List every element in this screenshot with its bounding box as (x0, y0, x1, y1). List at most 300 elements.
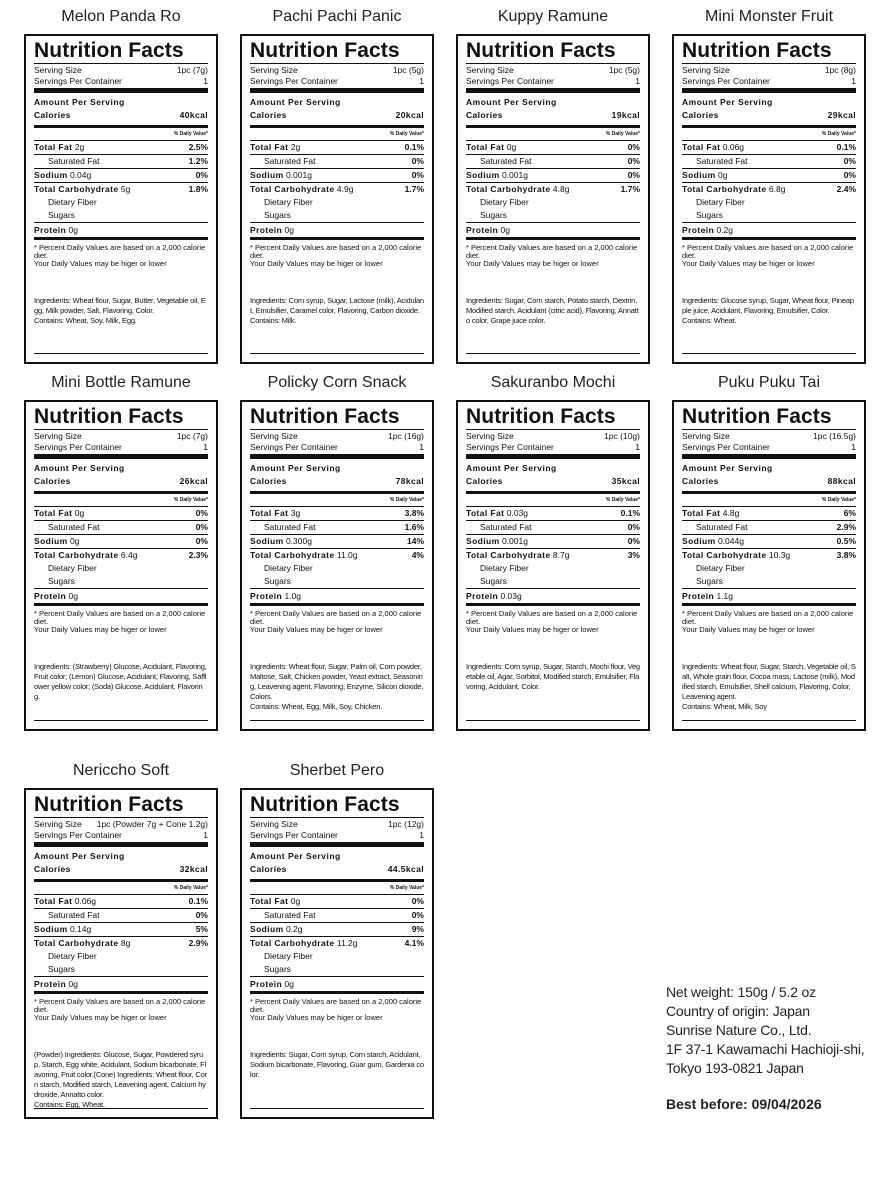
total-fat-row (34, 894, 208, 908)
calories-row (34, 475, 208, 494)
total-carb-label: Total Carbohydrate (34, 938, 119, 948)
saturated-fat-label: Saturated Fat (48, 156, 100, 166)
saturated-fat-label: Saturated Fat (480, 156, 532, 166)
dietary-fiber-label: Dietary Fiber (264, 563, 313, 573)
total-carb-dv: 1.7% (620, 184, 640, 194)
calories-label: Calories (682, 476, 719, 486)
sodium-row (250, 168, 424, 182)
total-fat-dv: 6% (843, 508, 856, 518)
saturated-fat-label: Saturated Fat (48, 522, 100, 532)
bottom-rule (682, 353, 856, 354)
servings-per-container-label: Servings Per Container (250, 830, 338, 840)
sugars-label: Sugars (696, 210, 723, 220)
total-fat-dv: 0.1% (404, 142, 424, 152)
footnote-daily-values: Your Daily Values may be higer or lower (682, 625, 815, 634)
total-carb-dv: 3.8% (836, 550, 856, 560)
ingredients-text: Ingredients: Glucose syrup, Sugar, Wheat flour, Pineapple juice, Acidulant, Flavoring, Emulsifier, Color. (682, 296, 854, 315)
best-before: Best before: 09/04/2026 (666, 1096, 822, 1112)
protein-amount: 0.2g (716, 225, 734, 235)
servings-per-container-row (466, 442, 640, 459)
protein-amount: 0.03g (500, 591, 522, 601)
calories-label: Calories (466, 476, 503, 486)
total-carb-dv: 4% (411, 550, 424, 560)
serving-size-row (250, 63, 424, 76)
calories-label: Calories (250, 476, 287, 486)
product-name: Pachi Pachi Panic (272, 8, 402, 25)
total-fat-row (250, 140, 424, 154)
sugars-row (34, 575, 208, 588)
serving-size-label: Serving Size (250, 431, 298, 441)
product-card (456, 8, 650, 364)
sugars-label: Sugars (48, 576, 75, 586)
product-card (672, 374, 866, 731)
protein-label: Protein (682, 225, 715, 235)
nutrition-facts-title: Nutrition Facts (466, 405, 616, 428)
ingredients-text: (Powder) Ingredients: Glucose, Sugar, Powdered syrup, Starch, Egg white, Acidulant, Sodium bicarbonate, Flavoring, Fruit color.(Cone) Ingredients: Wheat flour, Corn starch, Modified starch, Leavening agent, Calcium hydroxide, Annatto color. (34, 1050, 207, 1099)
footnote-daily-values: Your Daily Values may be higer or lower (466, 259, 599, 268)
calories-value: 19kcal (611, 110, 640, 120)
saturated-fat-label: Saturated Fat (264, 522, 316, 532)
total-carb-amount: 11.2g (336, 938, 358, 948)
serving-size-row (682, 63, 856, 76)
sugars-row (466, 575, 640, 588)
protein-amount: 0g (68, 979, 78, 989)
dietary-fiber-row (34, 562, 208, 575)
sodium-row (250, 534, 424, 548)
protein-label: Protein (250, 591, 283, 601)
amount-per-serving: Amount Per Serving (34, 463, 125, 473)
serving-size-value: 1pc (5g) (608, 65, 640, 75)
ingredients-text: Ingredients: Corn syrup, Sugar, Lactose (milk), Acidulant, Emulsifier, Caramel color, Flavoring, Carbon dioxide. (250, 296, 424, 315)
sugars-label: Sugars (264, 964, 291, 974)
product-name: Mini Bottle Ramune (51, 374, 191, 391)
calories-row (682, 475, 856, 494)
footnote-percent-dv: * Percent Daily Values are based on a 2,000 calorie diet. (250, 997, 422, 1014)
calories-label: Calories (682, 110, 719, 120)
servings-per-container-value: 1 (419, 830, 424, 840)
protein-row (34, 222, 208, 240)
dietary-fiber-row (250, 196, 424, 209)
saturated-fat-dv: 1.2% (188, 156, 208, 166)
product-name: Nericcho Soft (72, 762, 170, 779)
total-carb-label: Total Carbohydrate (466, 184, 551, 194)
saturated-fat-dv: 0% (843, 156, 856, 166)
sodium-dv: 0.5% (836, 536, 856, 546)
servings-per-container-row (34, 830, 208, 847)
saturated-fat-dv: 0% (195, 910, 208, 920)
total-carb-amount: 11.0g (336, 550, 358, 560)
product-card (240, 8, 434, 364)
saturated-fat-dv: 0% (627, 522, 640, 532)
servings-per-container-label: Servings Per Container (34, 830, 122, 840)
daily-value-header: % Daily Value* (389, 131, 424, 137)
total-carb-amount: 10.3g (768, 550, 791, 560)
total-carb-amount: 4.9g (336, 184, 354, 194)
calories-row (682, 109, 856, 128)
total-fat-row (34, 140, 208, 154)
servings-per-container-label: Servings Per Container (466, 442, 554, 452)
sodium-label: Sodium (34, 536, 68, 546)
serving-size-label: Serving Size (34, 819, 82, 829)
saturated-fat-dv: 0% (627, 156, 640, 166)
servings-per-container-value: 1 (419, 76, 424, 86)
saturated-fat-label: Saturated Fat (48, 910, 100, 920)
nutrition-facts-title: Nutrition Facts (34, 39, 184, 62)
sodium-row (682, 534, 856, 548)
total-carb-dv: 4.1% (404, 938, 424, 948)
sodium-amount: 0.001g (285, 170, 312, 180)
dietary-fiber-label: Dietary Fiber (48, 197, 97, 207)
saturated-fat-dv: 0% (411, 910, 424, 920)
sugars-row (250, 963, 424, 976)
protein-amount: 0g (500, 225, 510, 235)
footnote-percent-dv: * Percent Daily Values are based on a 2,000 calorie diet. (682, 609, 854, 626)
calories-value: 32kcal (179, 864, 208, 874)
bottom-rule (34, 1108, 208, 1109)
dietary-fiber-row (250, 562, 424, 575)
product-name: Melon Panda Ro (61, 8, 181, 25)
total-carb-dv: 2.9% (188, 938, 208, 948)
total-fat-amount: 0g (290, 896, 301, 906)
dietary-fiber-label: Dietary Fiber (264, 951, 313, 961)
amount-per-serving: Amount Per Serving (34, 97, 125, 107)
sodium-label: Sodium (250, 924, 284, 934)
sodium-row (682, 168, 856, 182)
calories-value: 88kcal (827, 476, 856, 486)
total-carb-label: Total Carbohydrate (682, 550, 767, 560)
total-carb-row (682, 182, 856, 196)
daily-value-header: % Daily Value* (821, 131, 856, 137)
ingredients-text: Ingredients: Sugar, Corn starch, Potato starch, Dextrin, Modified starch, Acidulant (citric acid), Flavoring, Annatto color, Grape juice color. (466, 296, 639, 325)
sodium-amount: 0.044g (717, 536, 744, 546)
servings-per-container-label: Servings Per Container (682, 76, 770, 86)
total-carb-row (250, 936, 424, 950)
footnote-daily-values: Your Daily Values may be higer or lower (250, 625, 383, 634)
serving-size-label: Serving Size (682, 431, 730, 441)
calories-row (466, 109, 640, 128)
total-carb-dv: 3% (627, 550, 640, 560)
calories-value: 26kcal (179, 476, 208, 486)
serving-size-label: Serving Size (682, 65, 730, 75)
protein-row (682, 222, 856, 240)
sugars-row (682, 209, 856, 222)
serving-size-row (34, 63, 208, 76)
amount-per-serving: Amount Per Serving (250, 97, 341, 107)
nutrition-label (24, 34, 218, 364)
servings-per-container-row (466, 76, 640, 93)
protein-amount: 1.1g (716, 591, 734, 601)
footnote-percent-dv: * Percent Daily Values are based on a 2,000 calorie diet. (34, 609, 206, 626)
saturated-fat-dv: 0% (411, 156, 424, 166)
total-fat-label: Total Fat (466, 142, 505, 152)
daily-value-header: % Daily Value* (389, 885, 424, 891)
saturated-fat-label: Saturated Fat (696, 522, 748, 532)
daily-value-header: % Daily Value* (605, 131, 640, 137)
footnote-daily-values: Your Daily Values may be higer or lower (682, 259, 815, 268)
protein-amount: 0g (68, 225, 78, 235)
allergen-contains: Contains: Egg, Wheat. (34, 1100, 105, 1109)
total-carb-label: Total Carbohydrate (466, 550, 551, 560)
serving-size-label: Serving Size (34, 431, 82, 441)
calories-label: Calories (34, 864, 71, 874)
address-line-1: 1F 37-1 Kawamachi Hachioji-shi, (666, 1041, 865, 1057)
nutrition-facts-title: Nutrition Facts (466, 39, 616, 62)
servings-per-container-label: Servings Per Container (250, 442, 338, 452)
protein-row (250, 588, 424, 606)
footnote-percent-dv: * Percent Daily Values are based on a 2,000 calorie diet. (250, 609, 422, 626)
serving-size-row (682, 429, 856, 442)
serving-size-value: 1pc (7g) (176, 431, 208, 441)
servings-per-container-row (34, 76, 208, 93)
total-fat-label: Total Fat (250, 508, 289, 518)
protein-row (682, 588, 856, 606)
address-line-2: Tokyo 193-0821 Japan (666, 1060, 804, 1076)
total-fat-amount: 0g (74, 508, 85, 518)
protein-row (250, 976, 424, 994)
sodium-label: Sodium (682, 170, 716, 180)
total-carb-dv: 2.4% (836, 184, 856, 194)
serving-size-row (250, 429, 424, 442)
total-fat-dv: 0% (627, 142, 640, 152)
nutrition-label (672, 34, 866, 364)
sodium-dv: 0% (627, 170, 640, 180)
saturated-fat-label: Saturated Fat (480, 522, 532, 532)
servings-per-container-value: 1 (203, 442, 208, 452)
protein-label: Protein (34, 225, 67, 235)
serving-size-value: 1pc (10g) (604, 431, 640, 441)
calories-row (34, 863, 208, 882)
ingredients-text: Ingredients: (Strawberry) Glucose, Acidulant, Flavoring, Fruit color; (Lemon) Glucose, Acidulant, Flavoring, Safflower yellow color; (Soda) Glucose, Acidulant, Flavoring. (34, 662, 207, 701)
saturated-fat-row (250, 908, 424, 922)
calories-value: 40kcal (179, 110, 208, 120)
dietary-fiber-row (34, 950, 208, 963)
servings-per-container-value: 1 (419, 442, 424, 452)
total-carb-dv: 1.7% (404, 184, 424, 194)
saturated-fat-row (34, 908, 208, 922)
dietary-fiber-label: Dietary Fiber (480, 197, 529, 207)
protein-amount: 0g (68, 591, 78, 601)
total-carb-amount: 6.8g (768, 184, 786, 194)
serving-size-label: Serving Size (250, 65, 298, 75)
total-fat-amount: 0.06g (722, 142, 745, 152)
bottom-rule (466, 720, 640, 721)
protein-row (466, 222, 640, 240)
protein-label: Protein (250, 225, 283, 235)
sugars-label: Sugars (696, 576, 723, 586)
serving-size-value: 1pc (16g) (388, 431, 424, 441)
serving-size-row (466, 429, 640, 442)
servings-per-container-value: 1 (203, 830, 208, 840)
daily-value-header: % Daily Value* (605, 497, 640, 503)
servings-per-container-value: 1 (851, 76, 856, 86)
sodium-amount: 0.001g (501, 170, 528, 180)
footnote-daily-values: Your Daily Values may be higer or lower (466, 625, 599, 634)
total-fat-amount: 0.03g (506, 508, 529, 518)
footnote-percent-dv: * Percent Daily Values are based on a 2,000 calorie diet. (466, 609, 638, 626)
amount-per-serving: Amount Per Serving (682, 463, 773, 473)
saturated-fat-row (466, 520, 640, 534)
sodium-label: Sodium (34, 170, 68, 180)
nutrition-label (672, 400, 866, 731)
calories-row (34, 109, 208, 128)
total-carb-amount: 4.8g (552, 184, 570, 194)
sodium-dv: 0% (195, 536, 208, 546)
calories-value: 44.5kcal (387, 864, 424, 874)
sodium-dv: 0% (843, 170, 856, 180)
sodium-row (250, 922, 424, 936)
footnote-daily-values: Your Daily Values may be higer or lower (250, 259, 383, 268)
servings-per-container-row (682, 76, 856, 93)
sodium-row (34, 922, 208, 936)
sodium-amount: 0.300g (285, 536, 312, 546)
nutrition-label (456, 400, 650, 731)
nutrition-label (240, 34, 434, 364)
calories-value: 78kcal (395, 476, 424, 486)
dietary-fiber-row (34, 196, 208, 209)
sodium-dv: 0% (411, 170, 424, 180)
servings-per-container-label: Servings Per Container (34, 76, 122, 86)
dietary-fiber-label: Dietary Fiber (48, 563, 97, 573)
total-carb-row (34, 548, 208, 562)
total-fat-row (466, 140, 640, 154)
amount-per-serving: Amount Per Serving (34, 851, 125, 861)
allergen-contains: Contains: Wheat, Egg, Milk, Soy, Chicken. (250, 702, 383, 711)
sodium-dv: 14% (406, 536, 424, 546)
bottom-rule (682, 720, 856, 721)
footnote-percent-dv: * Percent Daily Values are based on a 2,000 calorie diet. (682, 243, 854, 260)
footnote-percent-dv: * Percent Daily Values are based on a 2,000 calorie diet. (34, 243, 206, 260)
saturated-fat-row (682, 520, 856, 534)
daily-value-header: % Daily Value* (389, 497, 424, 503)
dietary-fiber-label: Dietary Fiber (480, 563, 529, 573)
total-fat-dv: 3.8% (404, 508, 424, 518)
total-carb-amount: 8g (120, 938, 131, 948)
product-card (240, 374, 434, 731)
daily-value-header: % Daily Value* (173, 497, 208, 503)
total-carb-label: Total Carbohydrate (250, 550, 335, 560)
country-of-origin: Country of origin: Japan (666, 1003, 810, 1019)
net-weight: Net weight: 150g / 5.2 oz (666, 984, 816, 1000)
daily-value-header: % Daily Value* (173, 131, 208, 137)
nutrition-facts-title: Nutrition Facts (34, 405, 184, 428)
nutrition-facts-title: Nutrition Facts (682, 39, 832, 62)
product-name: Sherbet Pero (289, 762, 385, 779)
allergen-contains: Contains: Wheat, Soy, Milk, Egg. (34, 316, 137, 325)
bottom-rule (250, 720, 424, 721)
nutrition-label (24, 788, 218, 1119)
servings-per-container-row (250, 442, 424, 459)
sodium-amount: 0g (717, 170, 728, 180)
serving-size-row (34, 817, 208, 830)
sodium-dv: 9% (411, 924, 424, 934)
total-fat-dv: 2.5% (188, 142, 208, 152)
sodium-row (34, 168, 208, 182)
servings-per-container-row (250, 830, 424, 847)
allergen-contains: Contains: Wheat. (682, 316, 737, 325)
calories-label: Calories (34, 110, 71, 120)
product-info (666, 983, 864, 1078)
servings-per-container-value: 1 (851, 442, 856, 452)
dietary-fiber-row (682, 196, 856, 209)
serving-size-value: 1pc (12g) (388, 819, 424, 829)
serving-size-label: Serving Size (34, 65, 82, 75)
saturated-fat-row (34, 154, 208, 168)
sodium-label: Sodium (466, 536, 500, 546)
total-carb-label: Total Carbohydrate (682, 184, 767, 194)
sugars-label: Sugars (264, 576, 291, 586)
calories-row (250, 863, 424, 882)
allergen-contains: Contains: Milk. (250, 316, 297, 325)
protein-row (250, 222, 424, 240)
sugars-row (250, 209, 424, 222)
saturated-fat-row (682, 154, 856, 168)
footnote-daily-values: Your Daily Values may be higer or lower (34, 259, 167, 268)
product-name: Kuppy Ramune (497, 8, 609, 25)
product-card (24, 8, 218, 364)
sugars-row (682, 575, 856, 588)
footnote-daily-values: Your Daily Values may be higer or lower (34, 625, 167, 634)
nutrition-facts-title: Nutrition Facts (250, 405, 400, 428)
saturated-fat-row (250, 154, 424, 168)
saturated-fat-label: Saturated Fat (264, 910, 316, 920)
protein-row (34, 588, 208, 606)
product-card (672, 8, 866, 364)
ingredients-text: Ingredients: Wheat flour, Sugar, Starch, Vegetable oil, Salt, Whole grain flour, Cocoa mass, Lactose (milk), Modified starch, Emulsifier, Shell calcium, Flavoring, Color, Leavening agent. (682, 662, 856, 701)
sodium-dv: 5% (195, 924, 208, 934)
sugars-label: Sugars (480, 576, 507, 586)
total-fat-amount: 2g (290, 142, 301, 152)
total-carb-dv: 2.3% (188, 550, 208, 560)
protein-row (466, 588, 640, 606)
product-name: Puku Puku Tai (718, 374, 820, 391)
total-carb-row (34, 936, 208, 950)
sodium-dv: 0% (627, 536, 640, 546)
sodium-label: Sodium (250, 170, 284, 180)
total-carb-row (466, 548, 640, 562)
serving-size-row (250, 817, 424, 830)
servings-per-container-value: 1 (635, 76, 640, 86)
bottom-rule (250, 353, 424, 354)
total-fat-row (682, 506, 856, 520)
total-carb-row (250, 182, 424, 196)
nutrition-label (240, 788, 434, 1119)
product-name: Policky Corn Snack (267, 374, 407, 391)
sugars-row (34, 209, 208, 222)
amount-per-serving: Amount Per Serving (250, 851, 341, 861)
total-fat-label: Total Fat (250, 896, 289, 906)
saturated-fat-row (466, 154, 640, 168)
bottom-rule (250, 1108, 424, 1109)
nutrition-facts-title: Nutrition Facts (250, 39, 400, 62)
sugars-label: Sugars (48, 210, 75, 220)
ingredients-text: Ingredients: Wheat flour, Sugar, Butter, Vegetable oil, Egg, Milk powder, Salt, Flavoring, Color. (34, 296, 206, 315)
nutrition-label (24, 400, 218, 731)
calories-row (250, 475, 424, 494)
total-fat-row (682, 140, 856, 154)
calories-label: Calories (250, 110, 287, 120)
amount-per-serving: Amount Per Serving (466, 97, 557, 107)
protein-label: Protein (466, 591, 499, 601)
product-card (24, 374, 218, 731)
total-fat-label: Total Fat (682, 508, 721, 518)
protein-label: Protein (34, 979, 67, 989)
total-fat-amount: 0g (506, 142, 517, 152)
sugars-label: Sugars (264, 210, 291, 220)
total-fat-row (250, 894, 424, 908)
daily-value-header: % Daily Value* (173, 885, 208, 891)
footnote-daily-values: Your Daily Values may be higer or lower (34, 1013, 167, 1022)
calories-value: 29kcal (827, 110, 856, 120)
